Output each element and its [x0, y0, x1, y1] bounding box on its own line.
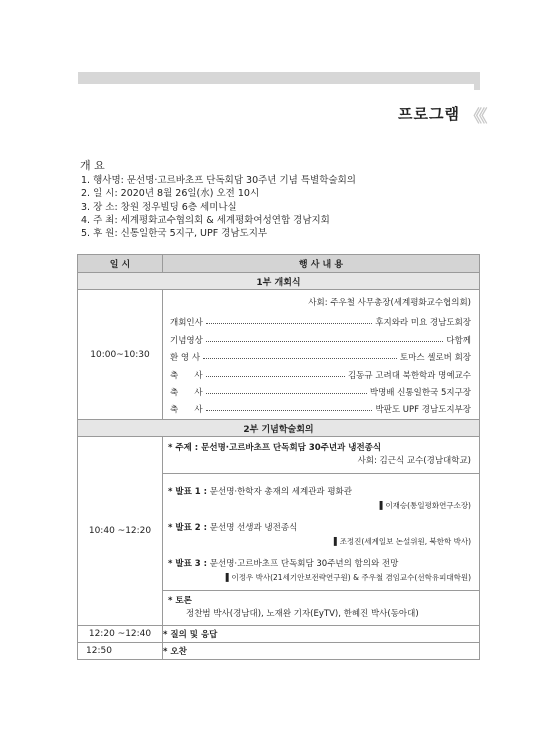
theme-label: * 주제 : 문선명·고르바초프 단독회담 30주년과 냉전종식: [168, 443, 382, 454]
talk-speaker: ▌이재승(통일평화연구소장): [379, 501, 471, 511]
part1-item-value: 후지와라 미요 경남도회장: [375, 318, 471, 329]
header-bar: [78, 72, 480, 84]
discussion-block: [163, 591, 479, 625]
lunch-time: 12:50: [78, 643, 163, 660]
leader-dots: [206, 393, 367, 394]
discussion-label: * 토론: [168, 596, 192, 607]
part1-item-label: 개회인사: [170, 318, 203, 329]
lunch-text: * 오찬: [163, 643, 480, 660]
talks-block: [163, 474, 479, 591]
part1-item: [170, 346, 471, 363]
qa-row: [78, 626, 480, 643]
discussion-panel: 정찬범 박사(경남대), 노재완 기자(EyTV), 한혜진 박사(동아대): [186, 609, 419, 620]
part1-item-label: 축 사: [170, 370, 203, 381]
lunch-row: [78, 643, 480, 660]
overview-section: [80, 159, 356, 240]
part1-item-value: 다함께: [446, 335, 471, 346]
talk-title: 문선명·고르바초프 단독회담 30주년의 함의와 전망: [209, 559, 399, 570]
part1-item: [170, 381, 471, 398]
part1-title-row: [78, 273, 480, 290]
part2-row: [78, 437, 480, 626]
talk-title: 문선명 선생과 냉전종식: [209, 523, 298, 534]
part1-item-value: 박판도 UPF 경남도지부장: [375, 405, 471, 416]
part2-title-row: [78, 420, 480, 437]
part1-host: 사회: 주우철 사무총장(세계평화교수협의회): [308, 298, 471, 308]
part1-time: 10:00~10:30: [78, 290, 163, 420]
part1-item-value: 김동규 고려대 북한학과 명예교수: [347, 370, 471, 381]
part1-item: [170, 328, 471, 345]
part1-item-label: 축 사: [170, 387, 203, 398]
part2-time: 10:40 ~12:20: [78, 437, 163, 626]
part1-item-label: 환 영 사: [170, 353, 201, 364]
part1-item-value: 토마스 셀로버 회장: [399, 353, 471, 364]
part1-item-label: 축 사: [170, 405, 203, 416]
leader-dots: [206, 376, 345, 377]
overview-heading: 개 요: [80, 159, 105, 172]
col-event-header: 행 사 내 용: [163, 255, 480, 273]
part1-content: [163, 290, 480, 420]
talk-item: [168, 558, 471, 571]
theme-block: [163, 437, 479, 474]
theme-host: 사회: 김근식 교수(경남대학교): [357, 456, 471, 467]
talk-label: * 발표 1 :: [168, 487, 208, 498]
part2-title: 2부 기념학술회의: [78, 420, 480, 437]
overview-item: 2. 일 시: 2020년 8월 26일(水) 오전 10시: [81, 188, 260, 200]
overview-item: 1. 행사명: 문선명·고르바초프 단독회담 30주년 기념 특별학술회의: [81, 175, 356, 187]
chevron-icon: 《《: [465, 107, 485, 127]
talk-label: * 발표 2 :: [168, 523, 208, 534]
talk-item: [168, 486, 471, 499]
leader-dots: [206, 323, 372, 324]
program-table: [77, 254, 480, 660]
talk-label: * 발표 3 :: [168, 559, 208, 570]
table-header: [78, 255, 480, 273]
qa-text: * 질의 및 응답: [163, 626, 480, 643]
header-bar-tick: [474, 84, 480, 90]
leader-dots: [206, 341, 444, 342]
talk-item: [168, 522, 471, 535]
talk-title: 문선명·한학자 총재의 세계관과 평화관: [209, 487, 352, 498]
part1-row: [78, 290, 480, 420]
part1-title: 1부 개회식: [78, 273, 480, 290]
page-title: 프로그램: [398, 105, 460, 123]
part1-item-label: 기념영상: [170, 335, 203, 346]
talk-speaker: ▌이정우 박사(21세기안보전략연구원) & 주우철 겸임교수(선학유피대학원): [225, 573, 471, 583]
talk-speaker: ▌조정진(세계일보 논설위원, 북한학 박사): [333, 537, 471, 547]
part1-item: [170, 398, 471, 415]
leader-dots: [203, 358, 397, 359]
overview-item: 5. 후 원: 신통일한국 5지구, UPF 경남도지부: [81, 228, 268, 240]
part2-content: [163, 437, 480, 626]
part1-item-value: 박명배 신통일한국 5지구장: [369, 387, 471, 398]
col-time-header: 일 시: [78, 255, 163, 273]
qa-time: 12:20 ~12:40: [78, 626, 163, 643]
leader-dots: [206, 410, 373, 411]
part1-item: [170, 363, 471, 380]
overview-item: 4. 주 최: 세계평화교수협의회 & 세계평화여성연합 경남지회: [81, 214, 330, 226]
part1-item: [170, 311, 471, 328]
overview-item: 3. 장 소: 창원 정우빌딩 6층 세미나실: [81, 201, 237, 213]
